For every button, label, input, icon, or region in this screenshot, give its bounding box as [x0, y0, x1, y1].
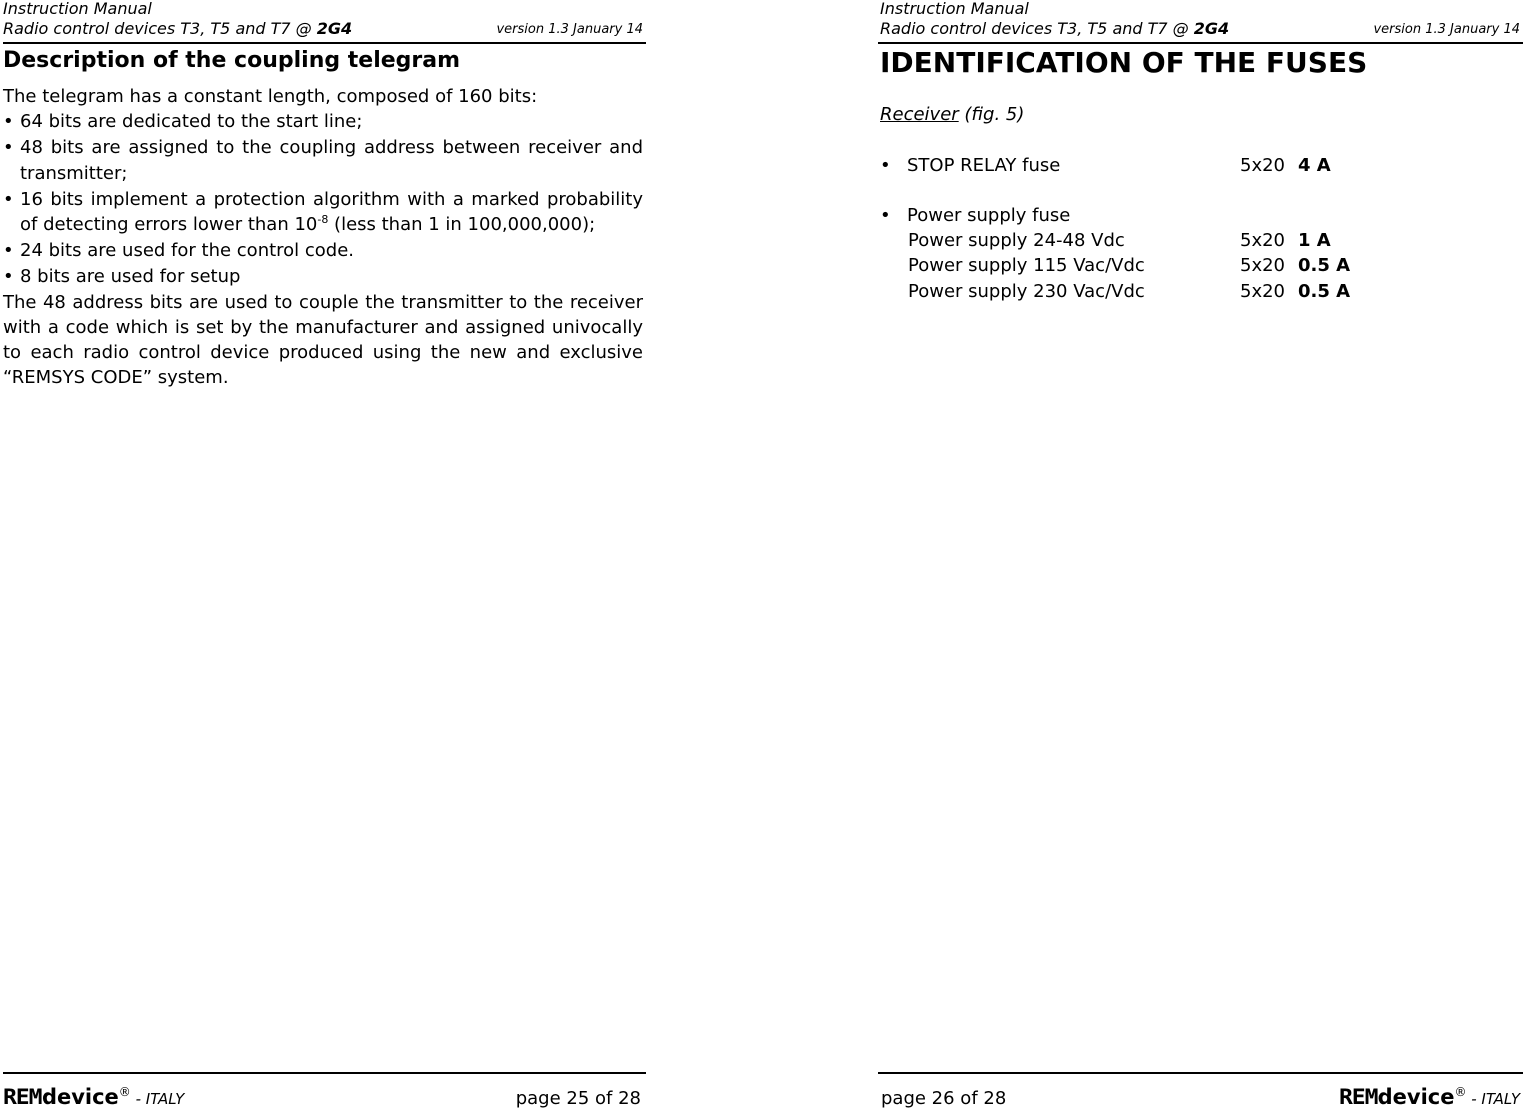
section-title: IDENTIFICATION OF THE FUSES	[880, 46, 1368, 79]
list-item-text: 24 bits are used for the control code.	[20, 240, 355, 262]
logo-device-text: device	[1377, 1085, 1455, 1109]
page-footer	[3, 1072, 646, 1111]
receiver-label: Receiver	[880, 104, 959, 125]
fuse-size: 5x20	[1240, 281, 1286, 302]
fuse-label: Power supply 24-48 Vdc	[908, 230, 1125, 251]
logo-device-text: device	[41, 1085, 119, 1109]
list-item	[3, 264, 643, 289]
logo-rem-mark: REM	[1338, 1085, 1378, 1109]
list-item-text: 8 bits are used for setup	[20, 266, 241, 288]
list-item	[3, 135, 643, 185]
registered-mark: ®	[118, 1085, 131, 1099]
list-item-text: 64 bits are dedicated to the start line;	[20, 111, 363, 133]
header-band: 2G4	[316, 19, 353, 38]
bullet-icon: •	[3, 111, 14, 133]
power-supply-heading: Power supply fuse	[907, 205, 1071, 226]
bullet-icon: •	[880, 205, 891, 226]
fuse-label: Power supply 115 Vac/Vdc	[908, 255, 1145, 276]
logo-country: - ITALY	[1466, 1090, 1520, 1108]
fuse-rating: 0.5 A	[1298, 255, 1351, 276]
header-version: version 1.3 January 14	[496, 22, 643, 37]
list-item	[3, 238, 643, 263]
page-footer	[878, 1072, 1523, 1111]
header-band: 2G4	[1193, 19, 1230, 38]
list-item-text-tail: (less than 1 in 100,000,000);	[328, 214, 596, 236]
remdevice-logo	[3, 1084, 184, 1112]
header-product-line	[3, 19, 352, 39]
list-item	[3, 109, 643, 134]
intro-paragraph: The telegram has a constant length, composed of 160 bits:	[3, 86, 538, 107]
list-item-text: 48 bits are assigned to the coupling address between receiver and transmitter;	[20, 137, 643, 184]
header-product-text: Radio control devices T3, T5 and T7 @	[3, 19, 317, 38]
list-item-text: 16 bits implement a protection algorithm with a marked probability of detecting errors lower than 10	[20, 188, 643, 236]
figure-reference: (fig. 5)	[958, 104, 1025, 125]
fuse-label: STOP RELAY fuse	[907, 155, 1061, 176]
logo-rem-mark: REM	[3, 1085, 42, 1109]
fuse-rating: 1 A	[1298, 230, 1331, 251]
registered-mark: ®	[1454, 1085, 1467, 1099]
logo-country: - ITALY	[130, 1090, 185, 1108]
header-manual-title: Instruction Manual	[880, 0, 1029, 18]
list-item	[3, 187, 643, 237]
header-version: version 1.3 January 14	[1373, 22, 1520, 37]
fuse-rating: 0.5 A	[1298, 281, 1351, 302]
bullet-icon: •	[880, 155, 891, 176]
section-body	[3, 84, 643, 390]
fuse-label: Power supply 230 Vac/Vdc	[908, 281, 1145, 302]
exponent: -8	[317, 213, 329, 227]
bullet-icon: •	[3, 137, 14, 159]
fuse-size: 5x20	[1240, 230, 1286, 251]
bullet-icon: •	[3, 266, 14, 288]
header-product-text: Radio control devices T3, T5 and T7 @	[880, 19, 1194, 38]
fuse-rating: 4 A	[1298, 155, 1331, 176]
fuse-size: 5x20	[1240, 255, 1286, 276]
page-26	[878, 0, 1523, 1109]
fuse-size: 5x20	[1240, 155, 1286, 176]
section-title: Description of the coupling telegram	[3, 48, 461, 73]
page-header	[878, 0, 1523, 44]
header-product-line	[880, 19, 1229, 39]
page-header	[3, 0, 646, 44]
page-number: page 26 of 28	[881, 1088, 1007, 1109]
receiver-subheading	[880, 103, 1024, 127]
remdevice-logo	[1339, 1084, 1520, 1112]
bullet-icon: •	[3, 240, 14, 262]
header-manual-title: Instruction Manual	[3, 0, 152, 18]
bullet-icon: •	[3, 188, 14, 210]
page-25	[3, 0, 646, 1109]
page-number: page 25 of 28	[515, 1088, 641, 1109]
closing-paragraph: The 48 address bits are used to couple the transmitter to the receiver with a code which is set by the manufacturer and assigned univocally to each radio control device produced using the new and exclusive “REMSYS CODE” system.	[3, 291, 643, 389]
